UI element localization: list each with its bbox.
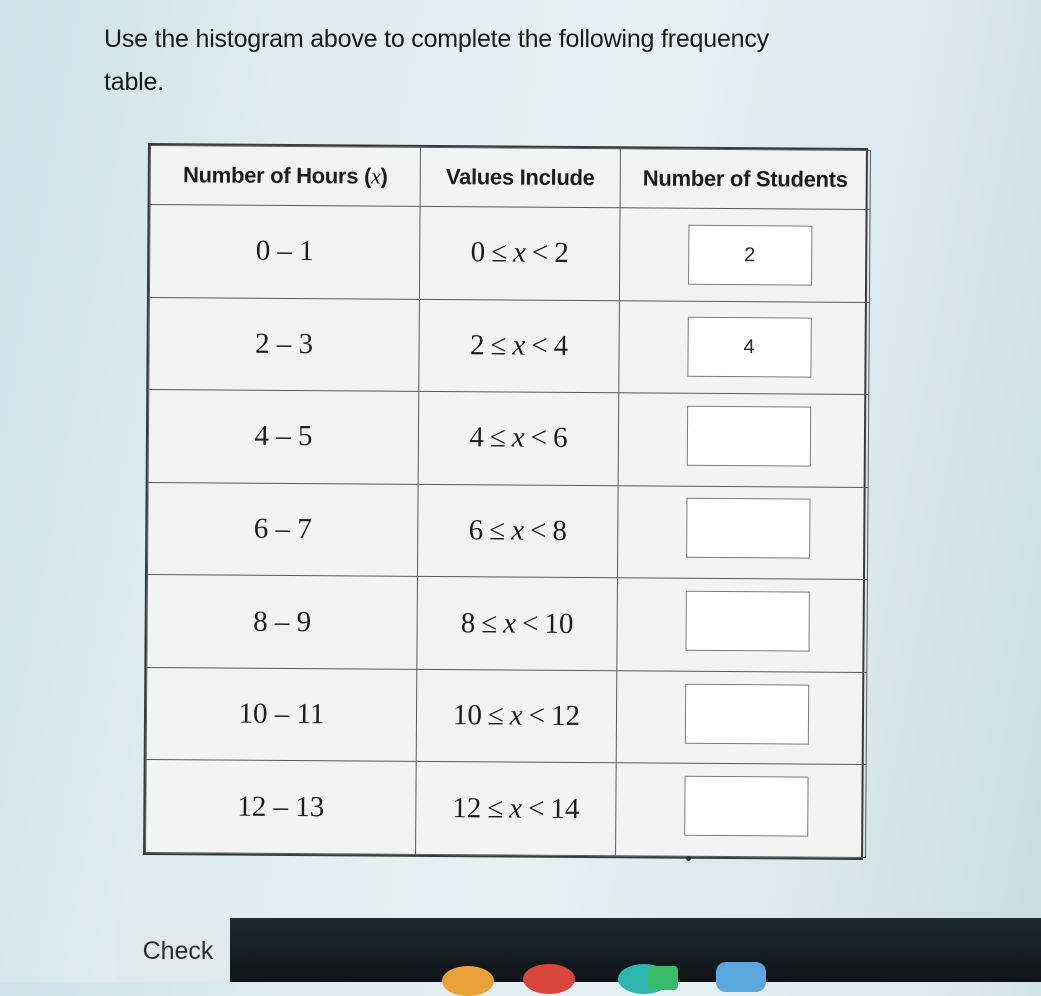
table-row <box>147 482 868 580</box>
check-button[interactable]: Check <box>116 920 240 982</box>
leq-symbol: ≤ <box>490 329 507 362</box>
app-icon-red[interactable] <box>523 964 575 994</box>
range-low: 12 <box>452 791 482 825</box>
hours-range-cell: 6 – 7 <box>147 482 418 576</box>
values-include-cell <box>419 299 620 393</box>
header-hours-paren: ) <box>380 163 388 189</box>
students-cell <box>618 393 869 487</box>
range-high: 8 <box>552 514 567 547</box>
student-count-input[interactable] <box>686 406 810 467</box>
student-count-input[interactable]: 2 <box>688 225 812 286</box>
range-var: x <box>512 236 527 269</box>
students-cell <box>617 578 868 672</box>
range-low: 10 <box>452 699 483 732</box>
student-count-input[interactable] <box>685 591 809 652</box>
range-low: 0 <box>470 236 486 269</box>
table-row <box>148 390 869 488</box>
student-count-input[interactable]: 4 <box>687 317 811 378</box>
lt-symbol: < <box>529 514 547 547</box>
lt-symbol: < <box>527 792 545 825</box>
app-icon-orange[interactable] <box>442 966 494 996</box>
lt-symbol: < <box>528 699 546 732</box>
student-count-input[interactable] <box>686 498 810 559</box>
range-high: 10 <box>544 607 574 640</box>
header-number-of-hours <box>150 146 420 207</box>
table-row <box>149 205 870 303</box>
values-include-cell <box>416 669 617 763</box>
range-var: x <box>511 421 525 455</box>
leq-symbol: ≤ <box>481 606 498 639</box>
range-high: 4 <box>553 329 569 362</box>
question-prompt <box>104 18 904 104</box>
lt-symbol: < <box>531 329 548 362</box>
table-row <box>147 575 868 673</box>
header-values-include: Values Include <box>420 147 620 207</box>
leq-symbol: ≤ <box>489 514 506 547</box>
values-include-cell <box>416 762 617 856</box>
values-include-cell <box>419 206 620 300</box>
table-header-row <box>150 146 870 210</box>
range-var: x <box>511 514 525 547</box>
range-low: 4 <box>469 421 484 454</box>
leq-symbol: ≤ <box>489 421 506 454</box>
table-row <box>146 667 867 765</box>
header-hours-var: x <box>370 163 381 189</box>
leq-symbol: ≤ <box>491 236 508 269</box>
students-cell <box>619 208 870 302</box>
range-high: 2 <box>554 237 569 270</box>
hours-range-cell: 12 – 13 <box>146 760 417 855</box>
range-high: 6 <box>552 422 568 455</box>
student-count-input[interactable] <box>684 683 808 744</box>
range-low: 6 <box>468 514 484 547</box>
range-high: 12 <box>550 699 581 733</box>
values-include-cell <box>418 392 619 486</box>
students-cell <box>616 763 867 857</box>
leq-symbol: ≤ <box>487 792 504 825</box>
hours-range-cell: 8 – 9 <box>147 575 418 669</box>
students-cell <box>617 485 868 579</box>
hours-range-cell: 0 – 1 <box>149 205 420 299</box>
hours-range-cell: 2 – 3 <box>149 297 420 391</box>
frequency-table <box>145 145 871 858</box>
frequency-table-container <box>143 143 868 860</box>
table-row <box>146 760 867 858</box>
lt-symbol: < <box>531 236 549 270</box>
values-include-cell <box>417 484 618 578</box>
range-var: x <box>509 699 523 732</box>
stray-dot <box>686 856 691 861</box>
hours-range-cell: 10 – 11 <box>146 667 417 761</box>
prompt-line-2: table. <box>104 68 164 96</box>
values-include-cell <box>417 577 618 671</box>
hours-range-cell: 4 – 5 <box>148 390 419 484</box>
range-var: x <box>509 792 523 825</box>
files-icon[interactable] <box>716 962 766 992</box>
student-count-input[interactable] <box>684 776 808 837</box>
students-cell <box>616 671 867 765</box>
range-low: 8 <box>460 606 476 639</box>
table-row <box>149 297 870 395</box>
header-hours-text: Number of Hours ( <box>182 162 372 189</box>
range-low: 2 <box>469 329 485 362</box>
range-var: x <box>503 607 517 640</box>
range-var: x <box>512 329 526 362</box>
header-number-of-students: Number of Students <box>620 149 870 210</box>
students-cell <box>619 300 870 394</box>
lt-symbol: < <box>522 607 539 640</box>
play-store-icon[interactable] <box>648 966 678 990</box>
prompt-line-1: Use the histogram above to complete the following frequency <box>104 25 769 53</box>
leq-symbol: ≤ <box>487 699 504 732</box>
range-high: 14 <box>550 792 580 825</box>
lt-symbol: < <box>530 422 548 455</box>
